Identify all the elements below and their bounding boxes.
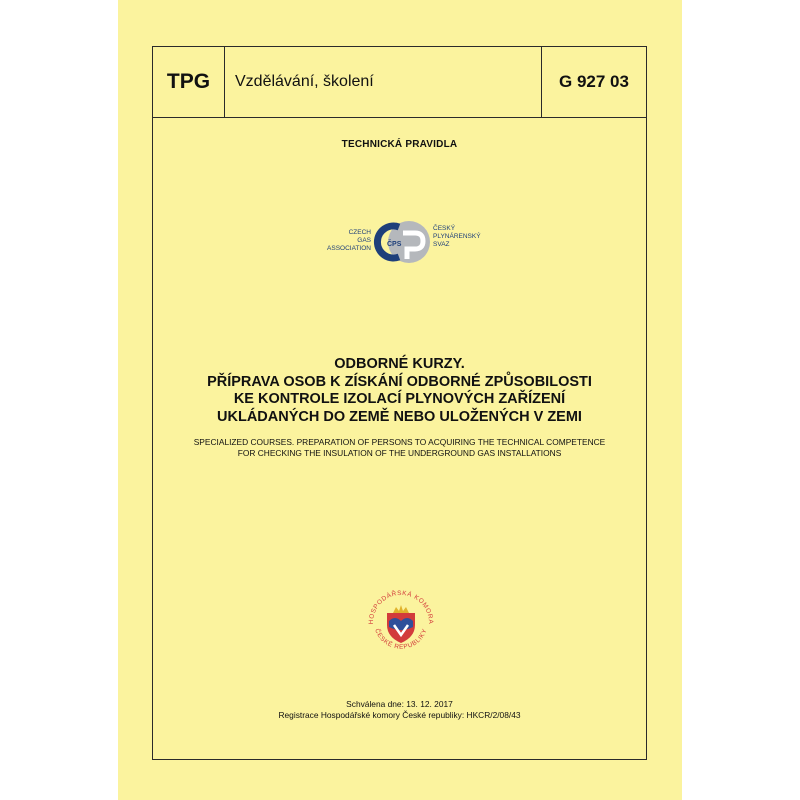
subtitle-line: FOR CHECKING THE INSULATION OF THE UNDERGROUND GAS INSTALLATIONS (237, 448, 562, 458)
subtitle-line: SPECIALIZED COURSES. PREPARATION OF PERSONS TO ACQUIRING THE TECHNICAL COMPETENCE (193, 437, 606, 447)
logo-text-english (313, 229, 371, 253)
english-title (153, 437, 646, 459)
document-title (153, 356, 646, 426)
chamber-seal-icon (363, 585, 439, 661)
document-type: TECHNICKÁ PRAVIDLA (341, 139, 458, 150)
chamber-stamp (363, 585, 439, 666)
approval-block (153, 699, 646, 721)
cgas-logo (313, 219, 493, 265)
logo-line: GAS (357, 237, 371, 244)
header-table (153, 47, 646, 118)
logo-line: SVAZ (433, 241, 450, 248)
logo-text-czech (433, 225, 503, 249)
approval-date: Schválena dne: 13. 12. 2017 (346, 699, 453, 709)
logo-line: ČESKÝ (433, 225, 456, 232)
title-line: PŘÍPRAVA OSOB K ZÍSKÁNÍ ODBORNÉ ZPŮSOBILOSTI (207, 373, 592, 390)
svg-text:ČESKÉ REPUBLIKY: ČESKÉ REPUBLIKY (373, 627, 429, 651)
logo-line: ASSOCIATION (327, 245, 371, 252)
title-line: ODBORNÉ KURZY. (334, 356, 465, 372)
document-frame (152, 46, 647, 760)
series-label: TPG (153, 47, 225, 117)
registration-number: Registrace Hospodářské komory České republiky: HKCR/2/08/43 (278, 710, 521, 720)
topic-label: Vzdělávání, školení (235, 73, 374, 90)
document-code: G 927 03 (541, 47, 646, 117)
title-line: KE KONTROLE IZOLACÍ PLYNOVÝCH ZAŘÍZENÍ (233, 391, 566, 407)
cps-mark-icon (373, 219, 435, 265)
svg-text:HOSPODÁŘSKÁ KOMORA: HOSPODÁŘSKÁ KOMORA (367, 589, 435, 625)
logo-line: PLYNÁRENSKÝ (433, 233, 481, 240)
logo-line: CZECH (348, 229, 371, 236)
title-line: UKLÁDANÝCH DO ZEMĚ NEBO ULOŽENÝCH V ZEMI (217, 408, 582, 425)
svg-text:ČPS: ČPS (387, 241, 402, 248)
